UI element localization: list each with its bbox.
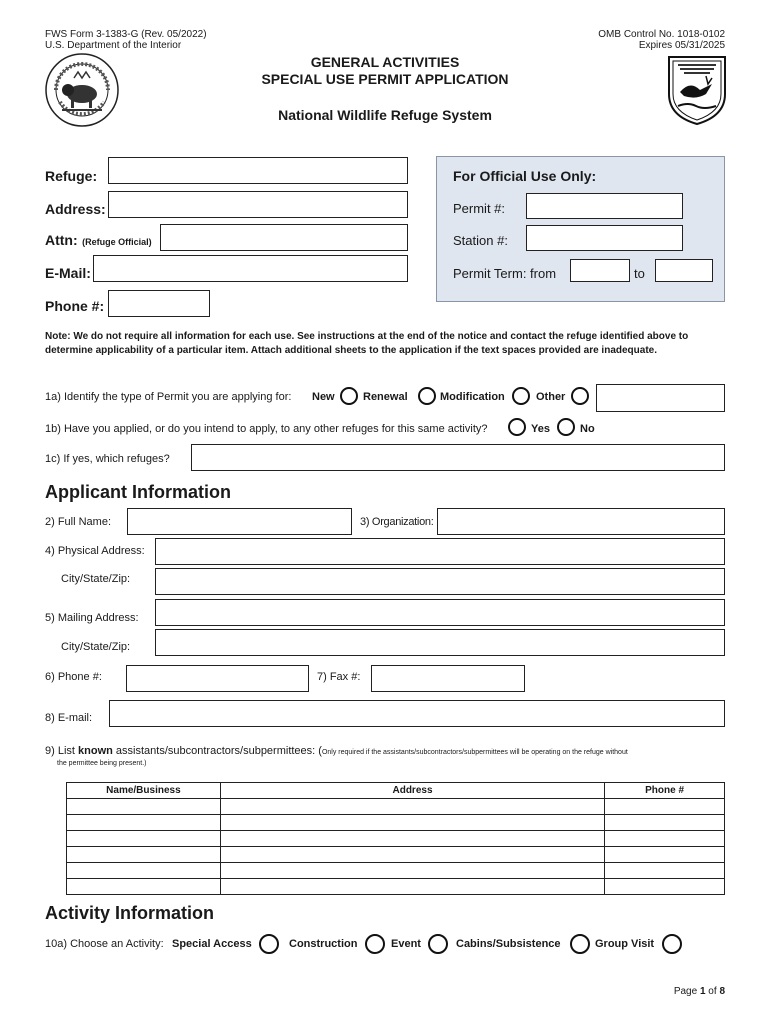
which-refuges-input[interactable] — [191, 444, 725, 471]
activity-info-heading: Activity Information — [45, 903, 215, 923]
email-label: E-Mail: — [45, 265, 91, 281]
physical-address-label: 4) Physical Address: — [45, 545, 145, 557]
page-number — [674, 986, 725, 997]
table-cell[interactable] — [67, 831, 221, 847]
q9-rest: assistants/subcontractors/subpermittees: ( — [112, 745, 322, 757]
permit-type-new-radio[interactable] — [340, 387, 358, 405]
table-cell[interactable] — [67, 879, 221, 895]
mailing-city-state-zip-input[interactable] — [155, 629, 725, 656]
organization-label: 3) Organization: — [360, 516, 434, 528]
physical-address-input[interactable] — [155, 538, 725, 565]
permit-term-from-input[interactable] — [570, 259, 630, 282]
other-refuges-yes-radio[interactable] — [508, 418, 526, 436]
q9-note-line2: the permittee being present.) — [57, 760, 147, 767]
activity-cabins-label: Cabins/Subsistence — [456, 938, 561, 950]
other-refuges-no-radio[interactable] — [557, 418, 575, 436]
table-cell[interactable] — [67, 847, 221, 863]
page-of: of — [705, 986, 720, 997]
q1b-label: 1b) Have you applied, or do you intend to apply, to any other refuges for this same activity? — [45, 423, 488, 435]
activity-event-radio[interactable] — [428, 934, 448, 954]
department-name: U.S. Department of the Interior — [45, 40, 182, 51]
permit-term-label: Permit Term: from — [453, 266, 557, 281]
table-cell[interactable] — [605, 799, 725, 815]
table-cell[interactable] — [67, 863, 221, 879]
table-row — [67, 831, 725, 847]
table-cell[interactable] — [605, 879, 725, 895]
table-header-name: Name/Business — [67, 783, 221, 799]
permit-number-label: Permit #: — [453, 201, 506, 216]
station-number-label: Station #: — [453, 233, 508, 248]
table-cell[interactable] — [605, 863, 725, 879]
activity-event-label: Event — [391, 938, 421, 950]
physical-city-state-zip-label: City/State/Zip: — [61, 573, 131, 585]
permit-type-modification-radio[interactable] — [512, 387, 530, 405]
full-name-label: 2) Full Name: — [45, 516, 112, 528]
table-cell[interactable] — [220, 831, 604, 847]
permit-type-modification-label: Modification — [440, 391, 505, 403]
activity-group-visit-label: Group Visit — [595, 938, 655, 950]
permit-type-renewal-radio[interactable] — [418, 387, 436, 405]
activity-special-access-radio[interactable] — [259, 934, 279, 954]
page-current: 1 — [699, 986, 706, 997]
page-total: 8 — [719, 986, 725, 997]
applicant-phone-label: 6) Phone #: — [45, 671, 102, 683]
other-refuges-no-label: No — [580, 423, 595, 435]
q10a-label: 10a) Choose an Activity: — [45, 938, 164, 950]
permit-type-renewal-label: Renewal — [363, 391, 408, 403]
activity-construction-radio[interactable] — [365, 934, 385, 954]
form-title-line1: GENERAL ACTIVITIES — [310, 54, 460, 70]
assistants-table — [66, 782, 725, 895]
q9-known: known — [78, 745, 113, 757]
fws-shield-logo-icon — [666, 54, 728, 126]
table-row — [67, 799, 725, 815]
permit-type-new-label: New — [312, 391, 335, 403]
activity-group-visit-radio[interactable] — [662, 934, 682, 954]
table-cell[interactable] — [605, 847, 725, 863]
other-refuges-yes-label: Yes — [531, 423, 550, 435]
activity-construction-label: Construction — [289, 938, 358, 950]
mailing-city-state-zip-label: City/State/Zip: — [61, 641, 131, 653]
table-row — [67, 847, 725, 863]
form-number: FWS Form 3-1383-G (Rev. 05/2022) — [45, 29, 207, 40]
refuge-input[interactable] — [108, 157, 408, 184]
instructions-note: Note: We do not require all information for each use. See instructions at the end of the notice and contact the refuge identified above to determine applicability of a particular item. Attach additional sheets to the application if the text spaces provided are inadequate. — [45, 331, 689, 356]
station-number-input[interactable] — [526, 225, 683, 251]
fax-input[interactable] — [371, 665, 525, 692]
attn-label-group — [45, 232, 152, 250]
q1c-label: 1c) If yes, which refuges? — [45, 453, 170, 465]
table-cell[interactable] — [605, 831, 725, 847]
permit-type-other-input[interactable] — [596, 384, 725, 412]
mailing-address-input[interactable] — [155, 599, 725, 626]
table-cell[interactable] — [220, 799, 604, 815]
q9-note-line1: Only required if the assistants/subcontractors/subpermittees will be operating on the refuge without — [321, 749, 628, 756]
organization-input[interactable] — [437, 508, 725, 535]
q9-prefix: 9) List — [45, 745, 79, 757]
applicant-info-heading: Applicant Information — [45, 482, 231, 502]
official-use-title: For Official Use Only: — [453, 168, 597, 184]
permit-term-to-label: to — [634, 266, 645, 281]
table-cell[interactable] — [67, 815, 221, 831]
full-name-input[interactable] — [127, 508, 352, 535]
page-prefix: Page — [673, 986, 700, 997]
permit-type-other-label: Other — [536, 391, 566, 403]
official-use-panel — [436, 156, 725, 302]
applicant-email-label: 8) E-mail: — [45, 712, 93, 724]
activity-special-access-label: Special Access — [172, 938, 252, 950]
table-row — [67, 863, 725, 879]
table-cell[interactable] — [67, 799, 221, 815]
permit-term-to-input[interactable] — [655, 259, 713, 282]
address-label: Address: — [45, 201, 106, 217]
table-cell[interactable] — [220, 815, 604, 831]
applicant-email-input[interactable] — [109, 700, 725, 727]
q9-label — [45, 745, 628, 757]
table-cell[interactable] — [220, 879, 604, 895]
table-cell[interactable] — [220, 863, 604, 879]
table-cell[interactable] — [220, 847, 604, 863]
refuge-label: Refuge: — [45, 168, 98, 184]
attn-note: (Refuge Official) — [82, 237, 152, 247]
form-title-line2: SPECIAL USE PERMIT APPLICATION — [261, 71, 509, 87]
physical-city-state-zip-input[interactable] — [155, 568, 725, 595]
table-header-row — [67, 783, 725, 799]
email-input[interactable] — [93, 255, 408, 282]
permit-type-other-radio[interactable] — [571, 387, 589, 405]
omb-control-number: OMB Control No. 1018-0102 — [598, 29, 725, 40]
applicant-phone-input[interactable] — [126, 665, 309, 692]
phone-label: Phone #: — [45, 298, 105, 314]
table-row — [67, 815, 725, 831]
attn-label: Attn: — [45, 232, 78, 248]
expiration-date: Expires 05/31/2025 — [638, 40, 725, 51]
table-row — [67, 879, 725, 895]
address-input[interactable] — [108, 191, 408, 218]
permit-number-input[interactable] — [526, 193, 683, 219]
mailing-address-label: 5) Mailing Address: — [45, 612, 139, 624]
form-subtitle: National Wildlife Refuge System — [278, 107, 492, 123]
q1a-label: 1a) Identify the type of Permit you are applying for: — [45, 391, 292, 403]
activity-cabins-radio[interactable] — [570, 934, 590, 954]
table-cell[interactable] — [605, 815, 725, 831]
phone-input[interactable] — [108, 290, 210, 317]
attn-input[interactable] — [160, 224, 408, 251]
table-header-phone: Phone # — [605, 783, 725, 799]
table-header-address: Address — [220, 783, 604, 799]
fax-label: 7) Fax #: — [317, 671, 361, 683]
